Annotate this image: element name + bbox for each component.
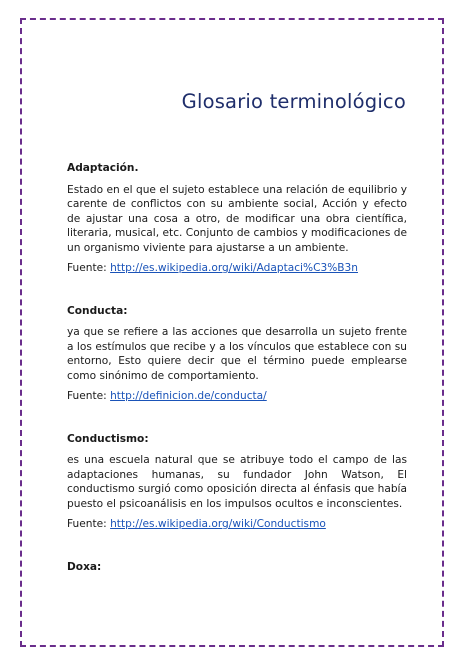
source-link[interactable]: http://definicion.de/conducta/ xyxy=(110,390,267,402)
term-definition: es una escuela natural que se atribuye todo el campo de las adaptaciones humanas, su fundador John Watson, El conductismo surgió como oposición directa al énfasis que había puesto el psicoanálisis en los impulsos ocultos e inconscientes. xyxy=(67,454,407,510)
source-label: Fuente: xyxy=(67,390,111,402)
term-definition: Estado en el que el sujeto establece una relación de equilibrio y carente de conflictos con su ambiente social, Acción y efecto de ajustar una cosa a otro, de modificar una obra científica, literaria, musical, etc. Conjunto de cambios y modificaciones de un organismo viviente para ajustarse a un ambiente. xyxy=(67,183,407,254)
source-line xyxy=(67,517,407,532)
term-heading: Doxa: xyxy=(67,560,102,573)
term-heading: Adaptación. xyxy=(67,162,139,174)
source-line xyxy=(67,389,407,404)
source-label: Fuente: xyxy=(67,262,111,274)
term-definition: ya que se refiere a las acciones que desarrolla un sujeto frente a los estímulos que recibe y a los vínculos que establece con su entorno, Esto quiere decir que el término puede emplearse como sinónimo de comportamiento. xyxy=(67,326,407,382)
entry-adaptacion xyxy=(67,161,407,276)
term-heading: Conducta: xyxy=(67,304,128,317)
source-label: Fuente: xyxy=(67,518,111,530)
page-title: Glosario terminológico xyxy=(181,90,406,113)
entry-doxa xyxy=(67,560,407,575)
source-link[interactable]: http://es.wikipedia.org/wiki/Conductismo xyxy=(110,518,326,530)
entry-conductismo xyxy=(67,432,407,532)
glossary xyxy=(67,161,407,574)
source-line xyxy=(67,261,407,276)
term-heading: Conductismo: xyxy=(67,432,149,445)
entry-conducta xyxy=(67,304,407,404)
source-link[interactable]: http://es.wikipedia.org/wiki/Adaptaci%C3%B3n xyxy=(110,262,358,274)
